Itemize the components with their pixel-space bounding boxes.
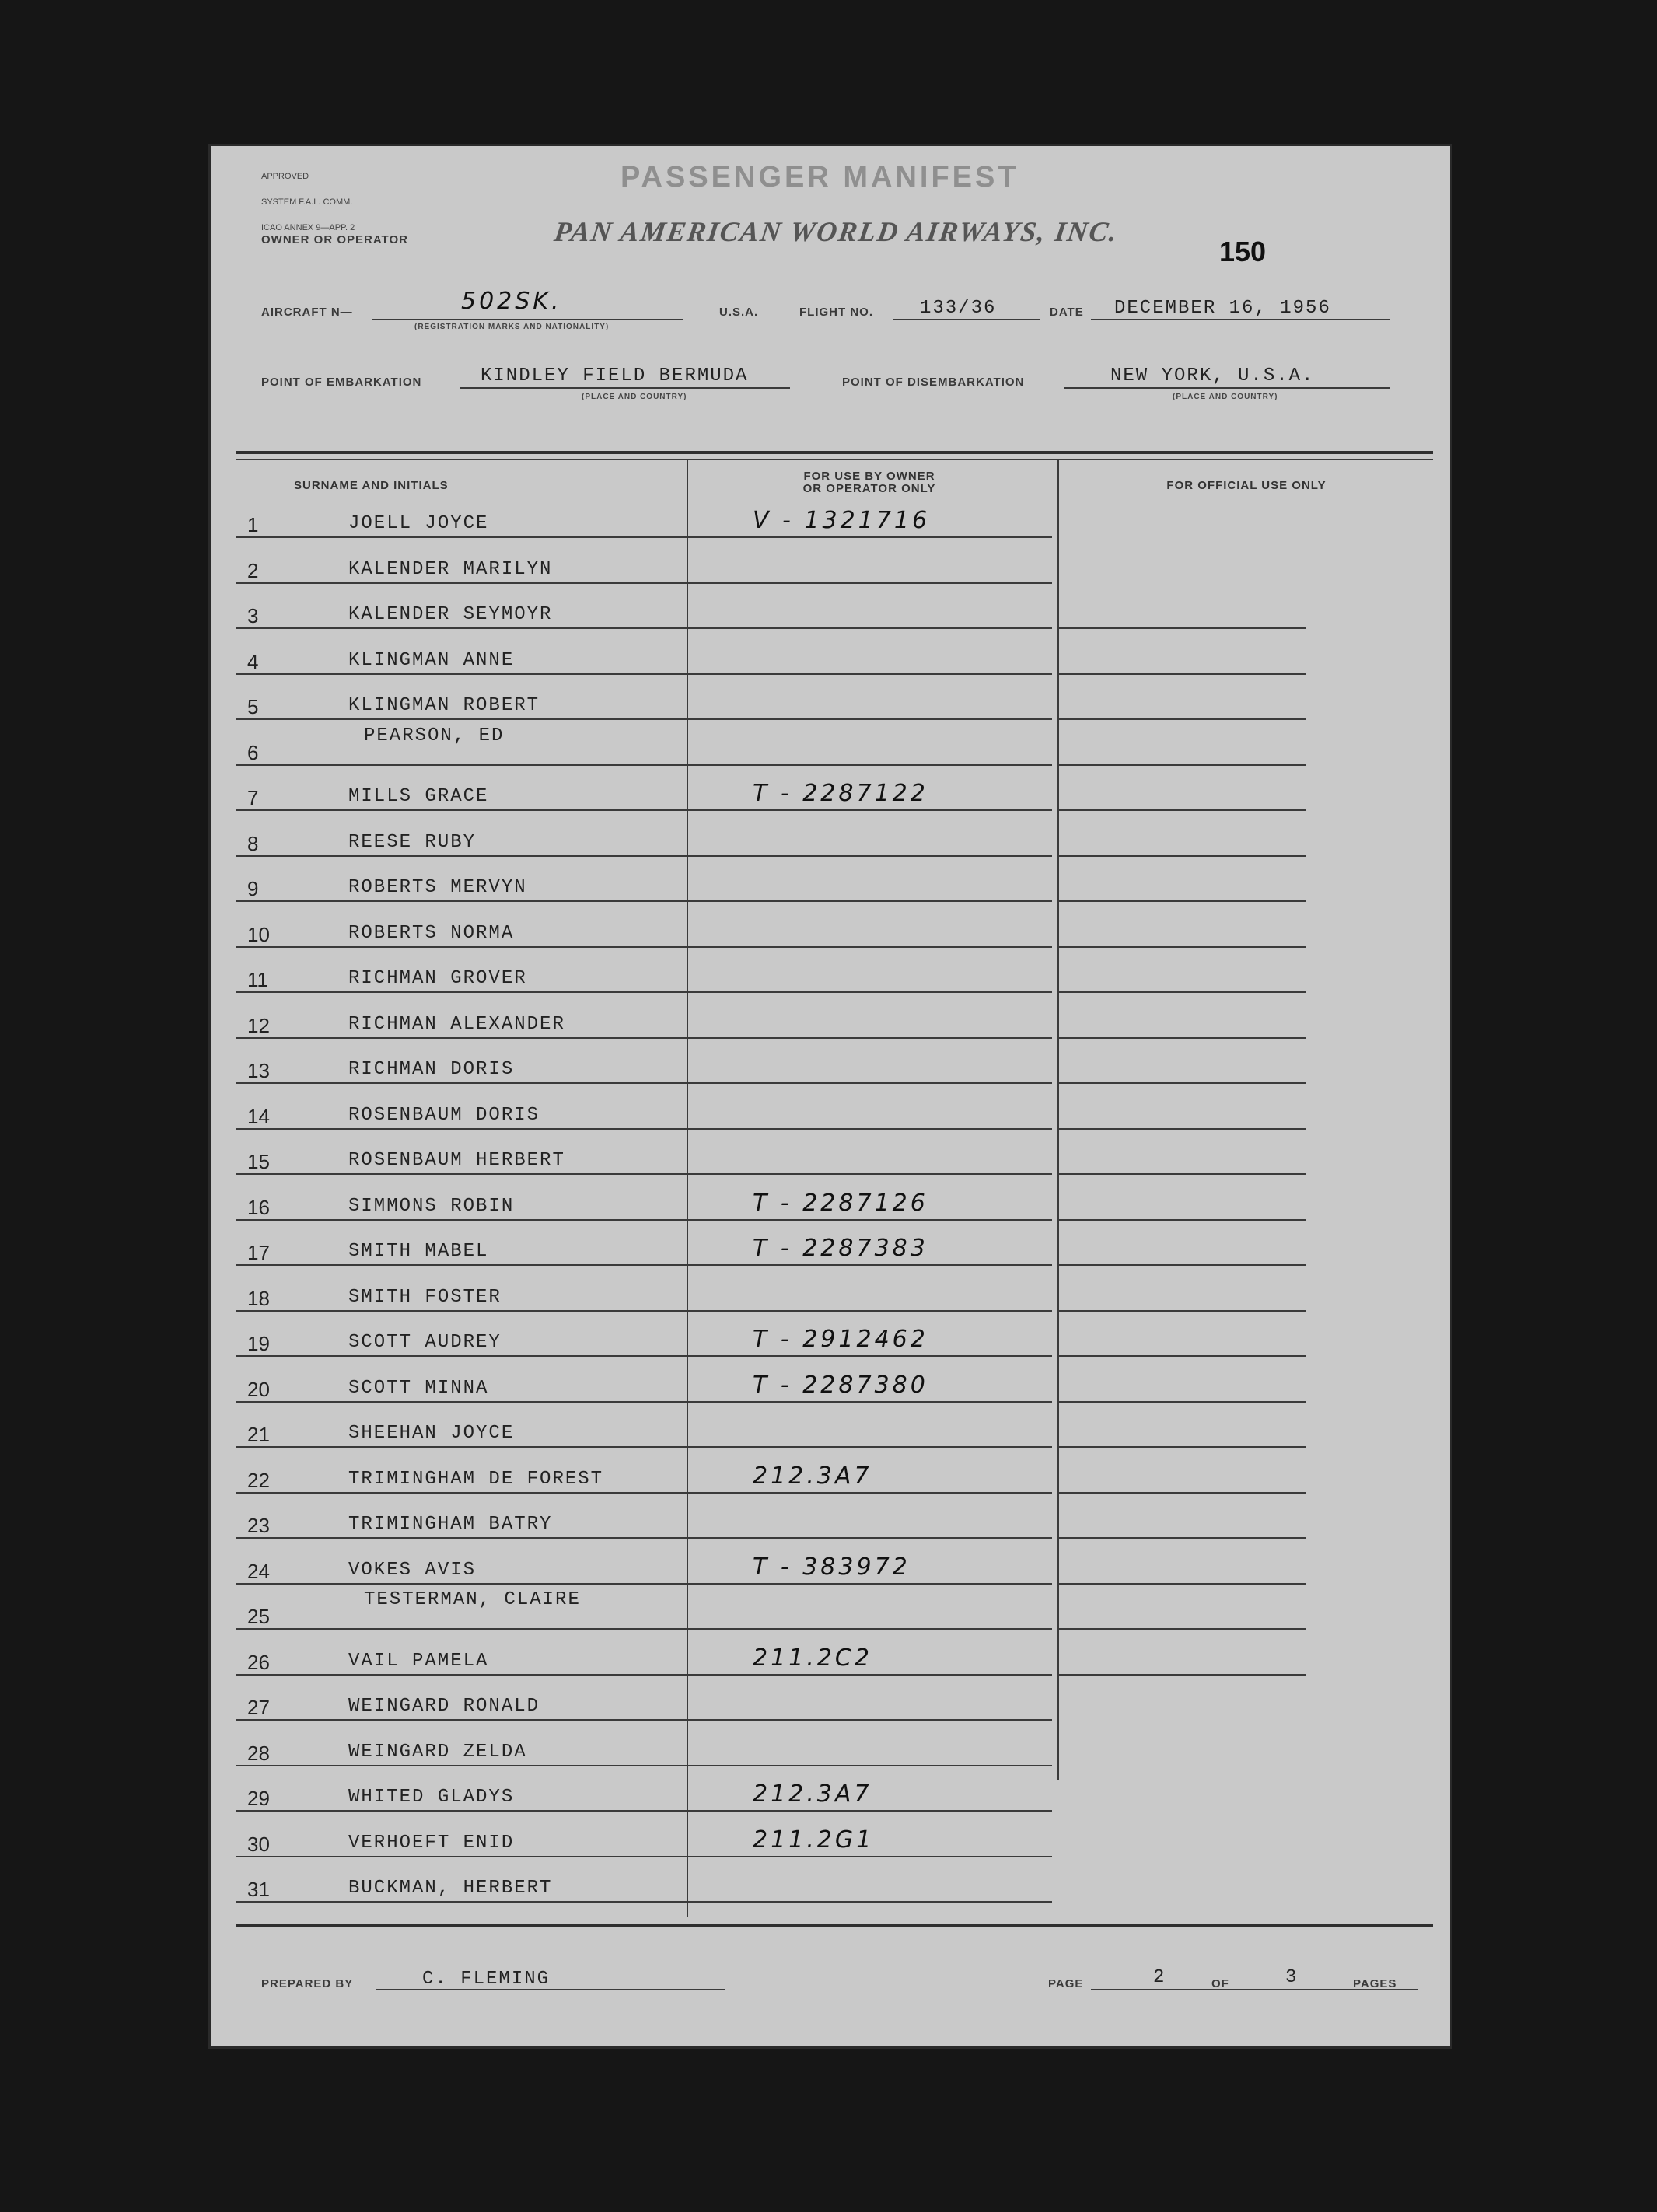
row-number: 18 <box>247 1286 270 1310</box>
table-row <box>208 968 1452 1014</box>
ticket-number: T - 2287122 <box>753 780 928 807</box>
passenger-name: VOKES AVIS <box>348 1559 477 1581</box>
row-number: 9 <box>247 877 259 900</box>
manifest-page <box>208 144 1452 2049</box>
row-number: 27 <box>247 1696 270 1719</box>
approval-line: APPROVED <box>261 172 309 181</box>
passenger-name: WEINGARD ZELDA <box>348 1741 527 1763</box>
row-number: 19 <box>247 1332 270 1355</box>
row-number: 12 <box>247 1013 270 1037</box>
col-header-official: FOR OFFICIAL USE ONLY <box>1166 479 1327 492</box>
passenger-name: JOELL JOYCE <box>348 513 489 534</box>
passenger-name: RICHMAN GROVER <box>348 968 527 989</box>
date-label: DATE <box>1050 306 1084 319</box>
row-number: 7 <box>247 786 259 809</box>
passenger-name: SCOTT MINNA <box>348 1377 489 1399</box>
row-number: 17 <box>247 1241 270 1264</box>
approval-line: SYSTEM F.A.L. COMM. <box>261 197 353 207</box>
table-row <box>208 877 1452 923</box>
row-number: 28 <box>247 1741 270 1765</box>
row-number: 26 <box>247 1650 270 1674</box>
col-header-owner: FOR USE BY OWNER OR OPERATOR ONLY <box>802 470 936 495</box>
of-value: 3 <box>1285 1967 1299 1988</box>
passenger-name: TRIMINGHAM BATRY <box>348 1514 553 1535</box>
disembark-value: NEW YORK, U.S.A. <box>1110 365 1315 386</box>
passenger-name: WHITED GLADYS <box>348 1787 515 1808</box>
passenger-name: KLINGMAN ROBERT <box>348 695 540 716</box>
row-number: 20 <box>247 1377 270 1401</box>
passenger-name: RICHMAN ALEXANDER <box>348 1013 565 1035</box>
passenger-name: SMITH FOSTER <box>348 1286 502 1308</box>
disembark-place-note: (PLACE AND COUNTRY) <box>1173 393 1278 401</box>
table-row <box>208 507 1452 559</box>
passenger-name: ROBERTS NORMA <box>348 922 515 944</box>
page-stamp-number: 150 <box>1219 236 1267 267</box>
aircraft-label: AIRCRAFT N— <box>261 306 353 319</box>
ticket-number: 212.3A7 <box>753 1462 872 1490</box>
row-number: 22 <box>247 1468 270 1492</box>
row-number: 3 <box>247 604 259 627</box>
passenger-name: KALENDER SEYMOYR <box>348 604 553 625</box>
passenger-name: TESTERMAN, CLAIRE <box>364 1589 581 1610</box>
ticket-number: T - 2912462 <box>753 1326 928 1353</box>
ticket-number: T - 2287383 <box>753 1235 928 1262</box>
table-row <box>208 604 1452 650</box>
table-row <box>208 1059 1452 1105</box>
passenger-name: SMITH MABEL <box>348 1241 489 1262</box>
row-number: 13 <box>247 1059 270 1082</box>
passenger-name: BUCKMAN, HERBERT <box>348 1878 553 1899</box>
col-header-surname: SURNAME AND INITIALS <box>294 479 449 492</box>
passenger-name: KLINGMAN ANNE <box>348 649 515 671</box>
passenger-name: ROSENBAUM HERBERT <box>348 1150 565 1171</box>
row-number: 21 <box>247 1423 270 1446</box>
row-number: 1 <box>247 513 259 536</box>
row-number: 30 <box>247 1832 270 1856</box>
airline-name: PAN AMERICAN WORLD AIRWAYS, INC. <box>552 216 1120 247</box>
page-value: 2 <box>1153 1967 1166 1988</box>
row-number: 4 <box>247 649 259 673</box>
ticket-number: T - 2287126 <box>753 1189 928 1217</box>
ticket-number: T - 383972 <box>753 1553 911 1581</box>
row-number: 6 <box>247 740 259 764</box>
table-row <box>208 923 1452 969</box>
row-number: 5 <box>247 695 259 718</box>
table-row <box>208 832 1452 878</box>
table-row <box>208 559 1452 605</box>
date-value: DECEMBER 16, 1956 <box>1114 298 1331 319</box>
registration-note: (REGISTRATION MARKS AND NATIONALITY) <box>414 323 610 331</box>
passenger-name: SCOTT AUDREY <box>348 1332 502 1353</box>
ticket-number: V - 1321716 <box>753 507 931 534</box>
passenger-name: VERHOEFT ENID <box>348 1832 515 1854</box>
table-row <box>208 650 1452 696</box>
table-row <box>208 1014 1452 1060</box>
table-row <box>208 1644 1452 1697</box>
row-number: 11 <box>247 968 268 991</box>
aircraft-value: 502SK. <box>461 288 562 315</box>
passenger-name: MILLS GRACE <box>348 786 489 807</box>
table-row <box>208 780 1452 832</box>
flight-value: 133/36 <box>920 298 997 319</box>
passenger-name: REESE RUBY <box>348 831 477 853</box>
passenger-name: TRIMINGHAM DE FOREST <box>348 1468 604 1490</box>
passenger-name: ROBERTS MERVYN <box>348 877 527 898</box>
passenger-name: ROSENBAUM DORIS <box>348 1104 540 1126</box>
owner-label: OWNER OR OPERATOR <box>261 233 408 246</box>
row-number: 8 <box>247 831 259 855</box>
embark-label: POINT OF EMBARKATION <box>261 376 422 389</box>
table-row <box>208 1878 1452 1924</box>
row-number: 2 <box>247 558 259 582</box>
row-number: 29 <box>247 1787 270 1810</box>
pages-label: PAGES <box>1353 1977 1397 1990</box>
row-number: 10 <box>247 922 270 946</box>
flight-label: FLIGHT NO. <box>799 306 873 319</box>
ticket-number: 211.2G1 <box>753 1826 875 1854</box>
row-number: 14 <box>247 1104 270 1128</box>
prepared-value: C. FLEMING <box>422 1969 551 1990</box>
of-label: OF <box>1211 1977 1229 1990</box>
row-number: 31 <box>247 1878 270 1901</box>
table-row <box>208 1235 1452 1287</box>
ticket-number: T - 2287380 <box>753 1371 928 1399</box>
row-number: 24 <box>247 1559 270 1583</box>
table-row <box>208 1696 1452 1742</box>
disembark-label: POINT OF DISEMBARKATION <box>842 376 1025 389</box>
table-row <box>208 1826 1452 1878</box>
table-row <box>208 1105 1452 1151</box>
page-label: PAGE <box>1048 1977 1084 1990</box>
table-row <box>208 1371 1452 1424</box>
row-number: 25 <box>247 1605 270 1628</box>
passenger-name: VAIL PAMELA <box>348 1650 489 1672</box>
passenger-name: RICHMAN DORIS <box>348 1059 515 1080</box>
ticket-number: 211.2C2 <box>753 1644 872 1672</box>
ticket-number: 212.3A7 <box>753 1780 872 1808</box>
embark-value: KINDLEY FIELD BERMUDA <box>481 365 749 386</box>
passenger-name: SIMMONS ROBIN <box>348 1195 515 1217</box>
embark-place-note: (PLACE AND COUNTRY) <box>582 393 687 401</box>
usa-label: U.S.A. <box>719 306 759 319</box>
document-title: PASSENGER MANIFEST <box>621 161 1019 194</box>
row-number: 23 <box>247 1514 270 1537</box>
passenger-name: PEARSON, ED <box>364 725 505 746</box>
row-number: 16 <box>247 1195 270 1219</box>
passenger-name: WEINGARD RONALD <box>348 1696 540 1717</box>
passenger-name: SHEEHAN JOYCE <box>348 1423 515 1444</box>
row-number: 15 <box>247 1150 270 1173</box>
approval-line: ICAO ANNEX 9—APP. 2 <box>261 223 355 232</box>
passenger-name: KALENDER MARILYN <box>348 558 553 580</box>
table-row <box>208 1462 1452 1515</box>
prepared-label: PREPARED BY <box>261 1977 354 1990</box>
